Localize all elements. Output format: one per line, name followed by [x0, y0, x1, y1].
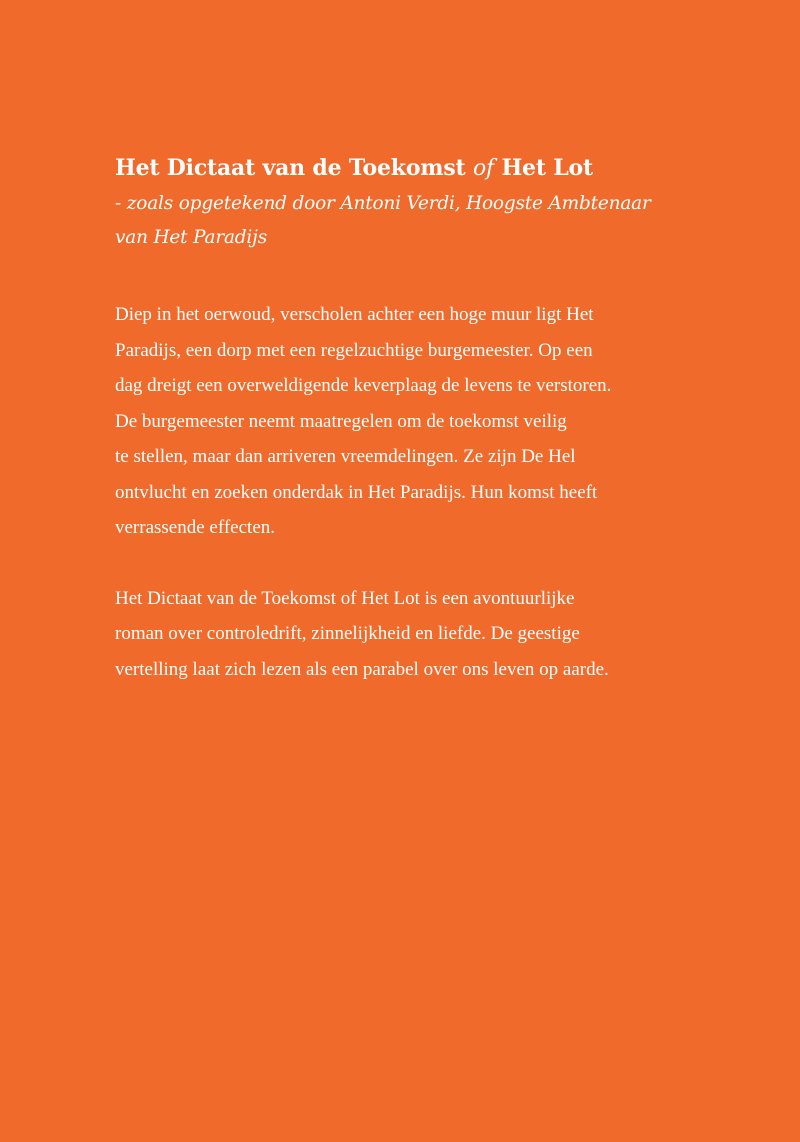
- subtitle-line: - zoals opgetekend door Antoni Verdi, Hoogste Ambtenaar: [115, 193, 651, 214]
- blurb-line: te stellen, maar dan arriveren vreemdelingen. Ze zijn De Hel: [115, 446, 576, 467]
- blurb-line: dag dreigt een overweldigende keverplaag de levens te verstoren.: [115, 375, 612, 396]
- blurb-line: Diep in het oerwoud, verscholen achter een hoge muur ligt Het: [115, 304, 594, 325]
- blurb-line: verrassende effecten.: [115, 517, 275, 538]
- book-subtitle: [115, 187, 685, 255]
- blurb-paragraph-1: [115, 297, 685, 546]
- blurb-line: Paradijs, een dorp met een regelzuchtige burgemeester. Op een: [115, 339, 593, 361]
- title-connector: of: [473, 156, 494, 181]
- back-cover: [115, 150, 685, 687]
- title-alternate: Het Lot: [501, 155, 593, 181]
- blurb-line: De burgemeester neemt maatregelen om de toekomst veilig: [115, 410, 567, 432]
- blurb-paragraph-2: [115, 581, 685, 688]
- title-main: Het Dictaat van de Toekomst: [115, 155, 466, 181]
- blurb-line: roman over controledrift, zinnelijkheid en liefde. De geestige: [115, 623, 580, 644]
- blurb-line: ontvlucht en zoeken onderdak in Het Paradijs. Hun komst heeft: [115, 481, 598, 503]
- blurb-line: vertelling laat zich lezen als een parabel over ons leven op aarde.: [115, 658, 609, 680]
- subtitle-line: van Het Paradijs: [115, 227, 267, 248]
- blurb-line: Het Dictaat van de Toekomst of Het Lot is een avontuurlijke: [115, 587, 575, 609]
- book-title: [115, 150, 685, 187]
